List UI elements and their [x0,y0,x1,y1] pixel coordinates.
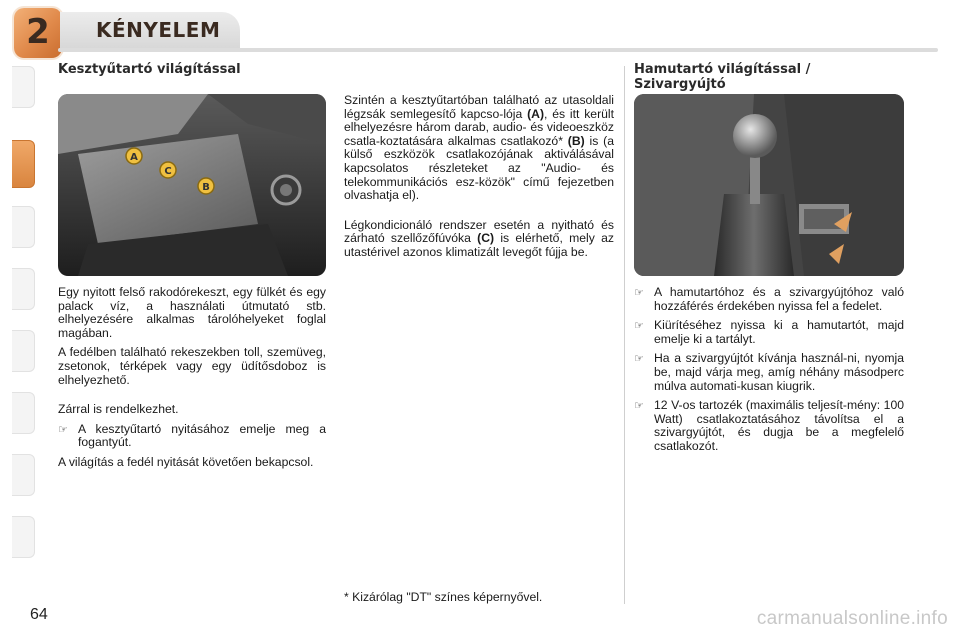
chapter-rail [12,66,34,576]
ashtray-section-title: Hamutartó világítással / Szivargyújtó [634,62,811,92]
chapter-rail-tab-active [12,140,35,188]
glovebox-section-title: Kesztyűtartó világítással [58,62,241,77]
glovebox-photo [58,94,326,276]
photo-label-c: C [164,166,172,177]
chapter-number: 2 [26,12,50,52]
chapter-rail-tab [12,454,35,496]
glovebox-paragraph: Zárral is rendelkezhet. [58,402,179,417]
pointing-hand-icon: ☞ [634,399,644,413]
vent-paragraph: Légkondicionáló rendszer esetén a nyitható és zárható szellőzőfúvóka (C) is elérhető, mely az utastérivel azonos klimatizált levegőt fújja be. [344,217,614,259]
chapter-rail-tab [12,268,35,310]
glovebox-paragraph: A világítás a fedél nyitását követően bekapcsol. [58,454,314,469]
pointing-hand-icon: ☞ [634,286,644,299]
glovebox-paragraph: Egy nyitott felső rakodórekeszt, egy fülkét és egy palack víz, a használati útmutató stb. elhelyezésére alkalmas tárolóhelyeket foglal magában. [58,285,326,340]
watermark: carmanualsonline.info [756,608,948,629]
column-divider [624,66,625,604]
ashtray-bullet: ☞ Kiürítéséhez nyissa ki a hamutartót, majd emelje ki a tartályt. [634,318,904,346]
ashtray-photo [634,94,904,276]
ashtray-bullets [634,286,904,460]
glovebox-bullet: ☞ A kesztyűtartó nyitásához emelje meg a fogantyút. [58,421,326,450]
glovebox-paragraph: A fedélben található rekeszekben toll, szemüveg, zsetonok, térképek vagy egy üdítősdoboz is elhelyezhető. [58,345,326,387]
pointing-hand-icon: ☞ [634,319,644,333]
photo-label-a: A [130,152,138,163]
chapter-tab [14,8,62,58]
glovebox-text [58,286,326,476]
chapter-rail-tab [12,206,35,248]
page-number: 64 [30,606,48,623]
ashtray-bullet: ☞ 12 V-os tartozék (maximális teljesít-mény: 100 Watt) csatlakoztatásához távolítsa el a szivargyújtót, és dugja be a megfelelő csatlakozót. [634,398,904,453]
ashtray-bullet: ☞ A hamutartóhoz és a szivargyújtóhoz való hozzáférés érdekében nyissa fel a fedelet. [634,285,904,313]
pointing-hand-icon: ☞ [634,352,644,366]
glovebox-extra-text [344,94,614,266]
footnote: * Kizárólag "DT" színes képernyővel. [344,590,543,604]
page-title: KÉNYELEM [96,18,221,42]
photo-label-b: B [202,182,210,193]
airbag-connector-paragraph: Szintén a kesztyűtartóban található az utasoldali légzsák semlegesítő kapcso-lója (A), és itt került elhelyezésre három darab, audio- és videoeszköz csatla-koztatására alkalmas csatlakozó* (B) is (a külső eszközök csatlakozójának aktiválásával kapcsolatos részleteket az "Audio- és telekommunikációs esz-közök" című fejezetben olvashatja el). [344,93,614,203]
chapter-rail-tab [12,516,35,558]
pointing-hand-icon: ☞ [58,422,68,436]
chapter-rail-tab [12,330,35,372]
header-rule [58,48,938,52]
chapter-rail-tab [12,392,35,434]
ashtray-bullet: ☞ Ha a szivargyújtót kívánja használ-ni, nyomja be, majd várja meg, amíg néhány másodperc múlva automati-kusan kiugrik. [634,351,904,393]
chapter-rail-tab [12,66,35,108]
